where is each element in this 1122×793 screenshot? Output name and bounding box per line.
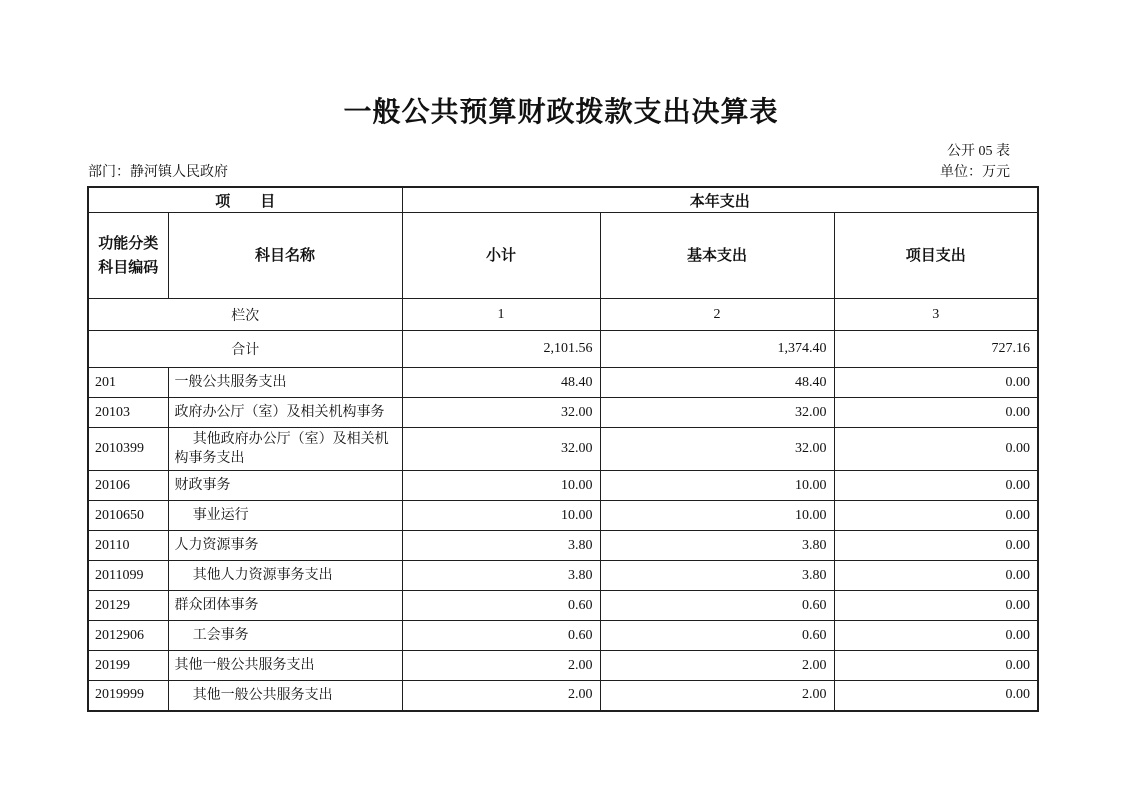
row-basic: 3.80 — [600, 531, 834, 561]
row-name: 群众团体事务 — [168, 591, 402, 621]
row-code: 20110 — [88, 531, 168, 561]
row-subtotal: 3.80 — [402, 561, 600, 591]
total-basic: 1,374.40 — [600, 331, 834, 368]
total-subtotal: 2,101.56 — [402, 331, 600, 368]
row-subtotal: 3.80 — [402, 531, 600, 561]
column-index-label: 栏次 — [88, 299, 402, 331]
table-row — [88, 561, 1038, 591]
row-code: 2011099 — [88, 561, 168, 591]
row-name: 财政事务 — [168, 471, 402, 501]
row-code: 2010650 — [88, 501, 168, 531]
row-basic: 2.00 — [600, 681, 834, 711]
row-code: 20106 — [88, 471, 168, 501]
column-index-2: 2 — [600, 299, 834, 331]
row-project: 0.00 — [834, 651, 1038, 681]
table-row — [88, 591, 1038, 621]
row-subtotal: 10.00 — [402, 501, 600, 531]
row-code: 2019999 — [88, 681, 168, 711]
row-basic: 10.00 — [600, 471, 834, 501]
row-name: 事业运行 — [168, 501, 402, 531]
table-row — [88, 398, 1038, 428]
budget-table-body — [88, 331, 1038, 711]
header-code-line1: 功能分类 — [98, 235, 159, 252]
row-basic: 0.60 — [600, 621, 834, 651]
header-columns-row — [88, 213, 1038, 299]
row-subtotal: 48.40 — [402, 368, 600, 398]
table-row — [88, 471, 1038, 501]
row-name: 人力资源事务 — [168, 531, 402, 561]
page-title: 一般公共预算财政拨款支出决算表 — [343, 96, 779, 127]
row-code: 20199 — [88, 651, 168, 681]
row-name: 政府办公厅（室）及相关机构事务 — [168, 398, 402, 428]
column-index-row — [88, 299, 1038, 331]
table-row — [88, 531, 1038, 561]
row-project: 0.00 — [834, 681, 1038, 711]
row-project: 0.00 — [834, 591, 1038, 621]
row-name: 工会事务 — [168, 621, 402, 651]
column-index-1: 1 — [402, 299, 600, 331]
column-index-3: 3 — [834, 299, 1038, 331]
header-subject-name: 科目名称 — [168, 213, 402, 299]
budget-table — [87, 186, 1039, 712]
row-basic: 0.60 — [600, 591, 834, 621]
row-subtotal: 10.00 — [402, 471, 600, 501]
row-code: 20103 — [88, 398, 168, 428]
table-row — [88, 368, 1038, 398]
row-subtotal: 32.00 — [402, 398, 600, 428]
row-project: 0.00 — [834, 501, 1038, 531]
row-code: 20129 — [88, 591, 168, 621]
table-row — [88, 651, 1038, 681]
row-basic: 3.80 — [600, 561, 834, 591]
row-subtotal: 32.00 — [402, 428, 600, 471]
total-project: 727.16 — [834, 331, 1038, 368]
row-code: 201 — [88, 368, 168, 398]
row-code: 2010399 — [88, 428, 168, 471]
row-name: 其他一般公共服务支出 — [168, 681, 402, 711]
row-subtotal: 2.00 — [402, 681, 600, 711]
total-label: 合计 — [88, 331, 402, 368]
row-basic: 32.00 — [600, 428, 834, 471]
row-subtotal: 0.60 — [402, 591, 600, 621]
row-project: 0.00 — [834, 428, 1038, 471]
header-item-group: 项 目 — [88, 187, 402, 213]
department-label: 部门：静河镇人民政府 — [88, 165, 228, 180]
header-basic-expense: 基本支出 — [600, 213, 834, 299]
header-year-expense-group: 本年支出 — [402, 187, 1038, 213]
header-group-row — [88, 187, 1038, 213]
header-code-line2: 科目编码 — [98, 259, 159, 276]
row-basic: 10.00 — [600, 501, 834, 531]
row-basic: 32.00 — [600, 398, 834, 428]
row-project: 0.00 — [834, 531, 1038, 561]
row-project: 0.00 — [834, 621, 1038, 651]
table-row — [88, 681, 1038, 711]
row-project: 0.00 — [834, 561, 1038, 591]
row-project: 0.00 — [834, 471, 1038, 501]
row-basic: 48.40 — [600, 368, 834, 398]
table-code-label: 公开 05 表 — [947, 144, 1010, 159]
header-code-cell — [88, 213, 168, 299]
header-subtotal: 小计 — [402, 213, 600, 299]
row-name: 其他人力资源事务支出 — [168, 561, 402, 591]
row-subtotal: 2.00 — [402, 651, 600, 681]
header-project-expense: 项目支出 — [834, 213, 1038, 299]
row-name: 其他一般公共服务支出 — [168, 651, 402, 681]
table-row — [88, 428, 1038, 471]
row-name: 其他政府办公厅（室）及相关机构事务支出 — [168, 428, 402, 471]
table-row — [88, 621, 1038, 651]
row-basic: 2.00 — [600, 651, 834, 681]
row-code: 2012906 — [88, 621, 168, 651]
table-row — [88, 501, 1038, 531]
row-project: 0.00 — [834, 368, 1038, 398]
row-subtotal: 0.60 — [402, 621, 600, 651]
total-row — [88, 331, 1038, 368]
unit-label: 单位：万元 — [940, 165, 1010, 180]
row-project: 0.00 — [834, 398, 1038, 428]
row-name: 一般公共服务支出 — [168, 368, 402, 398]
